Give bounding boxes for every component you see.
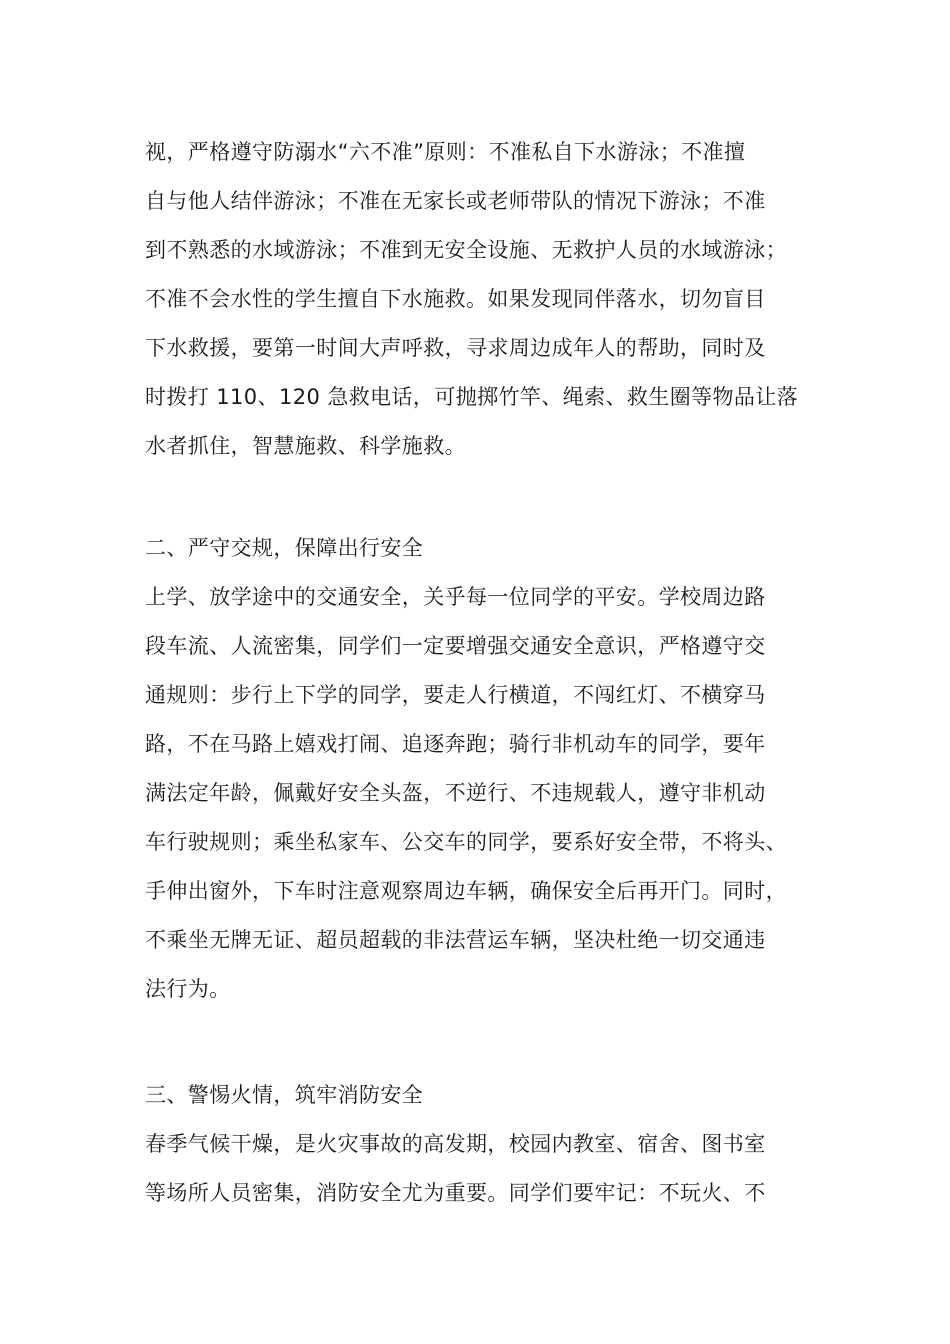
section-heading: 三、警惕火情，筑牢消防安全 [145,1083,424,1107]
section-heading: 二、严守交规，保障出行安全 [145,536,424,560]
text-line: 水者抓住，智慧施救、科学施救。 [145,434,466,458]
text-line: 自与他人结伴游泳；不准在无家长或老师带队的情况下游泳；不准 [145,189,766,213]
text-line: 下水救援，要第一时间大声呼救，寻求周边成年人的帮助，同时及 [145,336,766,360]
section-fire-safety [145,1071,825,1218]
text-line: 路，不在马路上嬉戏打闹、追逐奔跑；骑行非机动车的同学，要年 [145,732,766,756]
text-line: 法行为。 [145,977,231,1001]
text-line: 上学、放学途中的交通安全，关乎每一位同学的平安。学校周边路 [145,585,766,609]
text-line: 到不熟悉的水域游泳；不准到无安全设施、无救护人员的水域游泳； [145,238,787,262]
text-line: 手伸出窗外，下车时注意观察周边车辆，确保安全后再开门。同时， [145,879,787,903]
text-line: 通规则：步行上下学的同学，要走人行横道，不闯红灯、不横穿马 [145,683,766,707]
text-line: 视，严格遵守防溺水“六不准”原则：不准私自下水游泳；不准擅 [145,140,746,164]
section-traffic-safety [145,524,825,1014]
text-line: 不准不会水性的学生擅自下水施救。如果发现同伴落水，切勿盲目 [145,287,766,311]
text-line: 不乘坐无牌无证、超员超载的非法营运车辆，坚决杜绝一切交通违 [145,928,766,952]
text-line: 满法定年龄，佩戴好安全头盔，不逆行、不违规载人，遵守非机动 [145,781,766,805]
paragraph-drowning-rules [145,128,825,471]
text-line: 车行驶规则；乘坐私家车、公交车的同学，要系好安全带，不将头、 [145,830,787,854]
text-line: 春季气候干燥，是火灾事故的高发期，校园内教室、宿舍、图书室 [145,1132,766,1156]
text-line: 等场所人员密集，消防安全尤为重要。同学们要牢记：不玩火、不 [145,1181,766,1205]
text-line: 段车流、人流密集，同学们一定要增强交通安全意识，严格遵守交 [145,634,766,658]
text-line: 时拨打 110、120 急救电话，可抛掷竹竿、绳索、救生圈等物品让落 [145,385,799,409]
